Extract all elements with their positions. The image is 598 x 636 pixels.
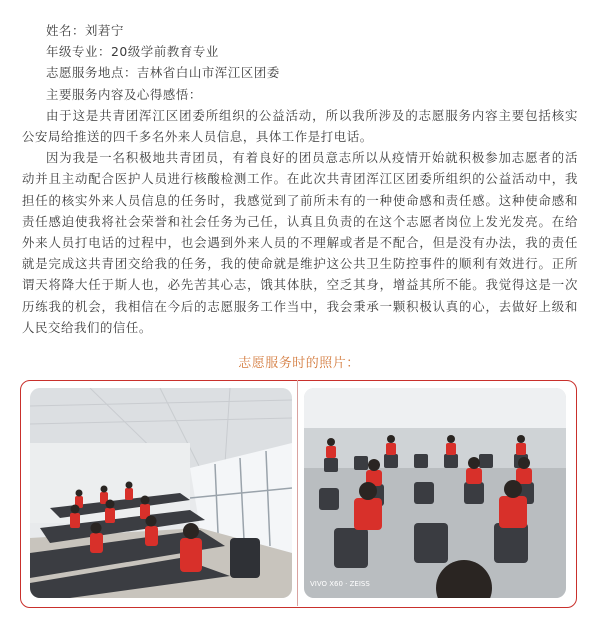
photo-gallery	[20, 378, 578, 610]
grade-major: 年级专业：20级学前教育专业	[46, 44, 219, 60]
paragraph-1: 由于这是共青团浑江区团委所组织的公益活动，所以我所涉及的志愿服务内容主要包括核实公安局给推送的四千多名外来人员信息，具体工作是打电话。	[22, 107, 578, 145]
photo-watermark: VIVO X60 · ZEISS	[310, 580, 370, 588]
paragraph-2: 因为我是一名积极地共青团员，有着良好的团员意志所以从疫情开始就积极参加志愿者的活动并且主动配合医护人员进行核酸检测工作。在此次共青团浑江区团委所组织的公益活动中，我担任的核实外来人员信息的任务时，我感觉到了前所未有的一种使命感和责任感。这种使命感和责任感迫使我将社会荣誉和社会任务为己任，认真且负责的在这个志愿者岗位上发光发亮。在给外来人员打电话的过程中，也会遇到外来人员的不理解或者是不配合，但是没有办法，我的责任就是完成这共青团交给我的任务，我的使命就是维护这公共卫生防控事件的顺利有效进行。正所谓天将降大任于斯人也，必先苦其心志，饿其体肤，空乏其身，增益其所不能。我觉得这是一次历练我的机会，我相信在今后的志愿服务工作当中，我会秉承一颗积极认真的心，去做好上级和人民交给我们的信任。	[22, 150, 578, 335]
photo-right-illustration	[304, 388, 566, 598]
photo-left-illustration	[30, 388, 292, 598]
volunteer-report	[22, 20, 578, 338]
service-location: 志愿服务地点：吉林省白山市浑江区团委	[46, 65, 280, 81]
content-heading: 主要服务内容及心得感悟：	[46, 86, 202, 102]
photo-volunteers-seated	[304, 388, 566, 598]
photo-volunteers-at-desks	[30, 388, 292, 598]
photo-divider	[297, 380, 298, 606]
student-name: 姓名：刘莙宁	[46, 23, 124, 38]
photos-caption: 志愿服务时的照片：	[238, 356, 360, 371]
